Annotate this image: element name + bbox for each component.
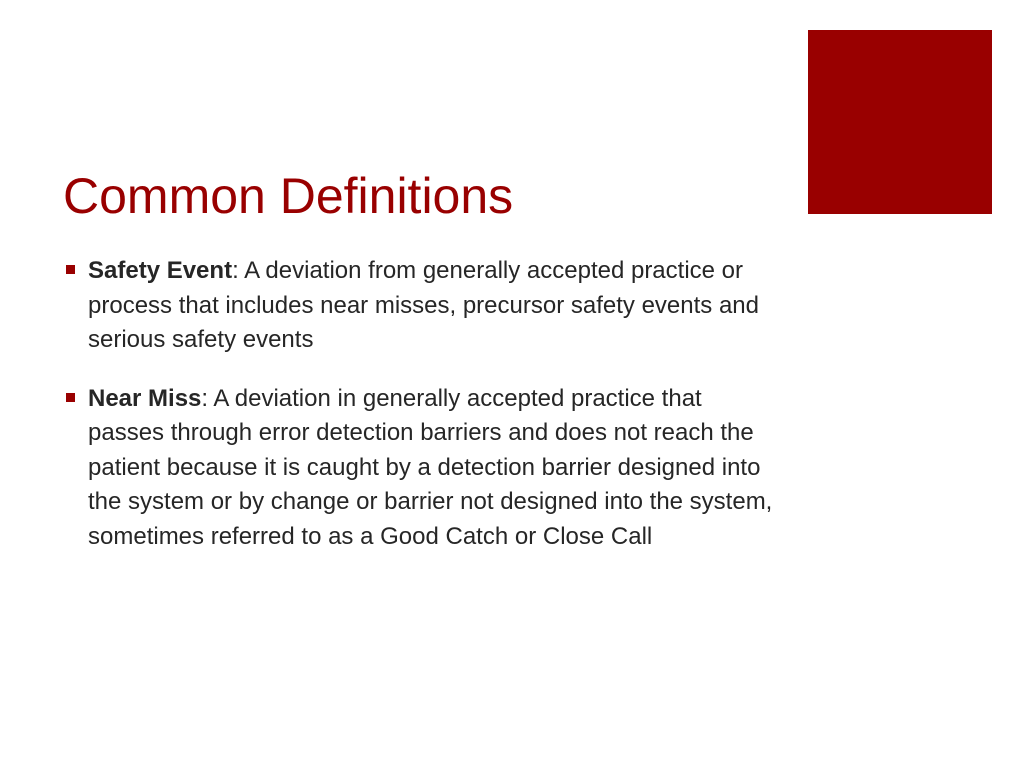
bullet-item-safety-event xyxy=(63,254,773,358)
square-bullet-icon xyxy=(66,393,75,402)
bullet-list xyxy=(63,254,773,578)
accent-block xyxy=(808,30,992,214)
slide-title: Common Definitions xyxy=(63,168,514,224)
term-label: Safety Event xyxy=(88,257,233,284)
bullet-item-near-miss xyxy=(63,382,773,555)
square-bullet-icon xyxy=(66,265,75,274)
term-label: Near Miss xyxy=(88,384,202,412)
definition-text: : A deviation from generally accepted practice or process that includes near misses, precursor safety events and serious safety events xyxy=(88,257,759,353)
definition-text: : A deviation in generally accepted practice that passes through error detection barriers and does not reach the patient because it is caught by a detection barrier designed into the system or by change or barrier not designed into the system, sometimes referred to as a Good Catch or Close Call xyxy=(88,384,773,550)
